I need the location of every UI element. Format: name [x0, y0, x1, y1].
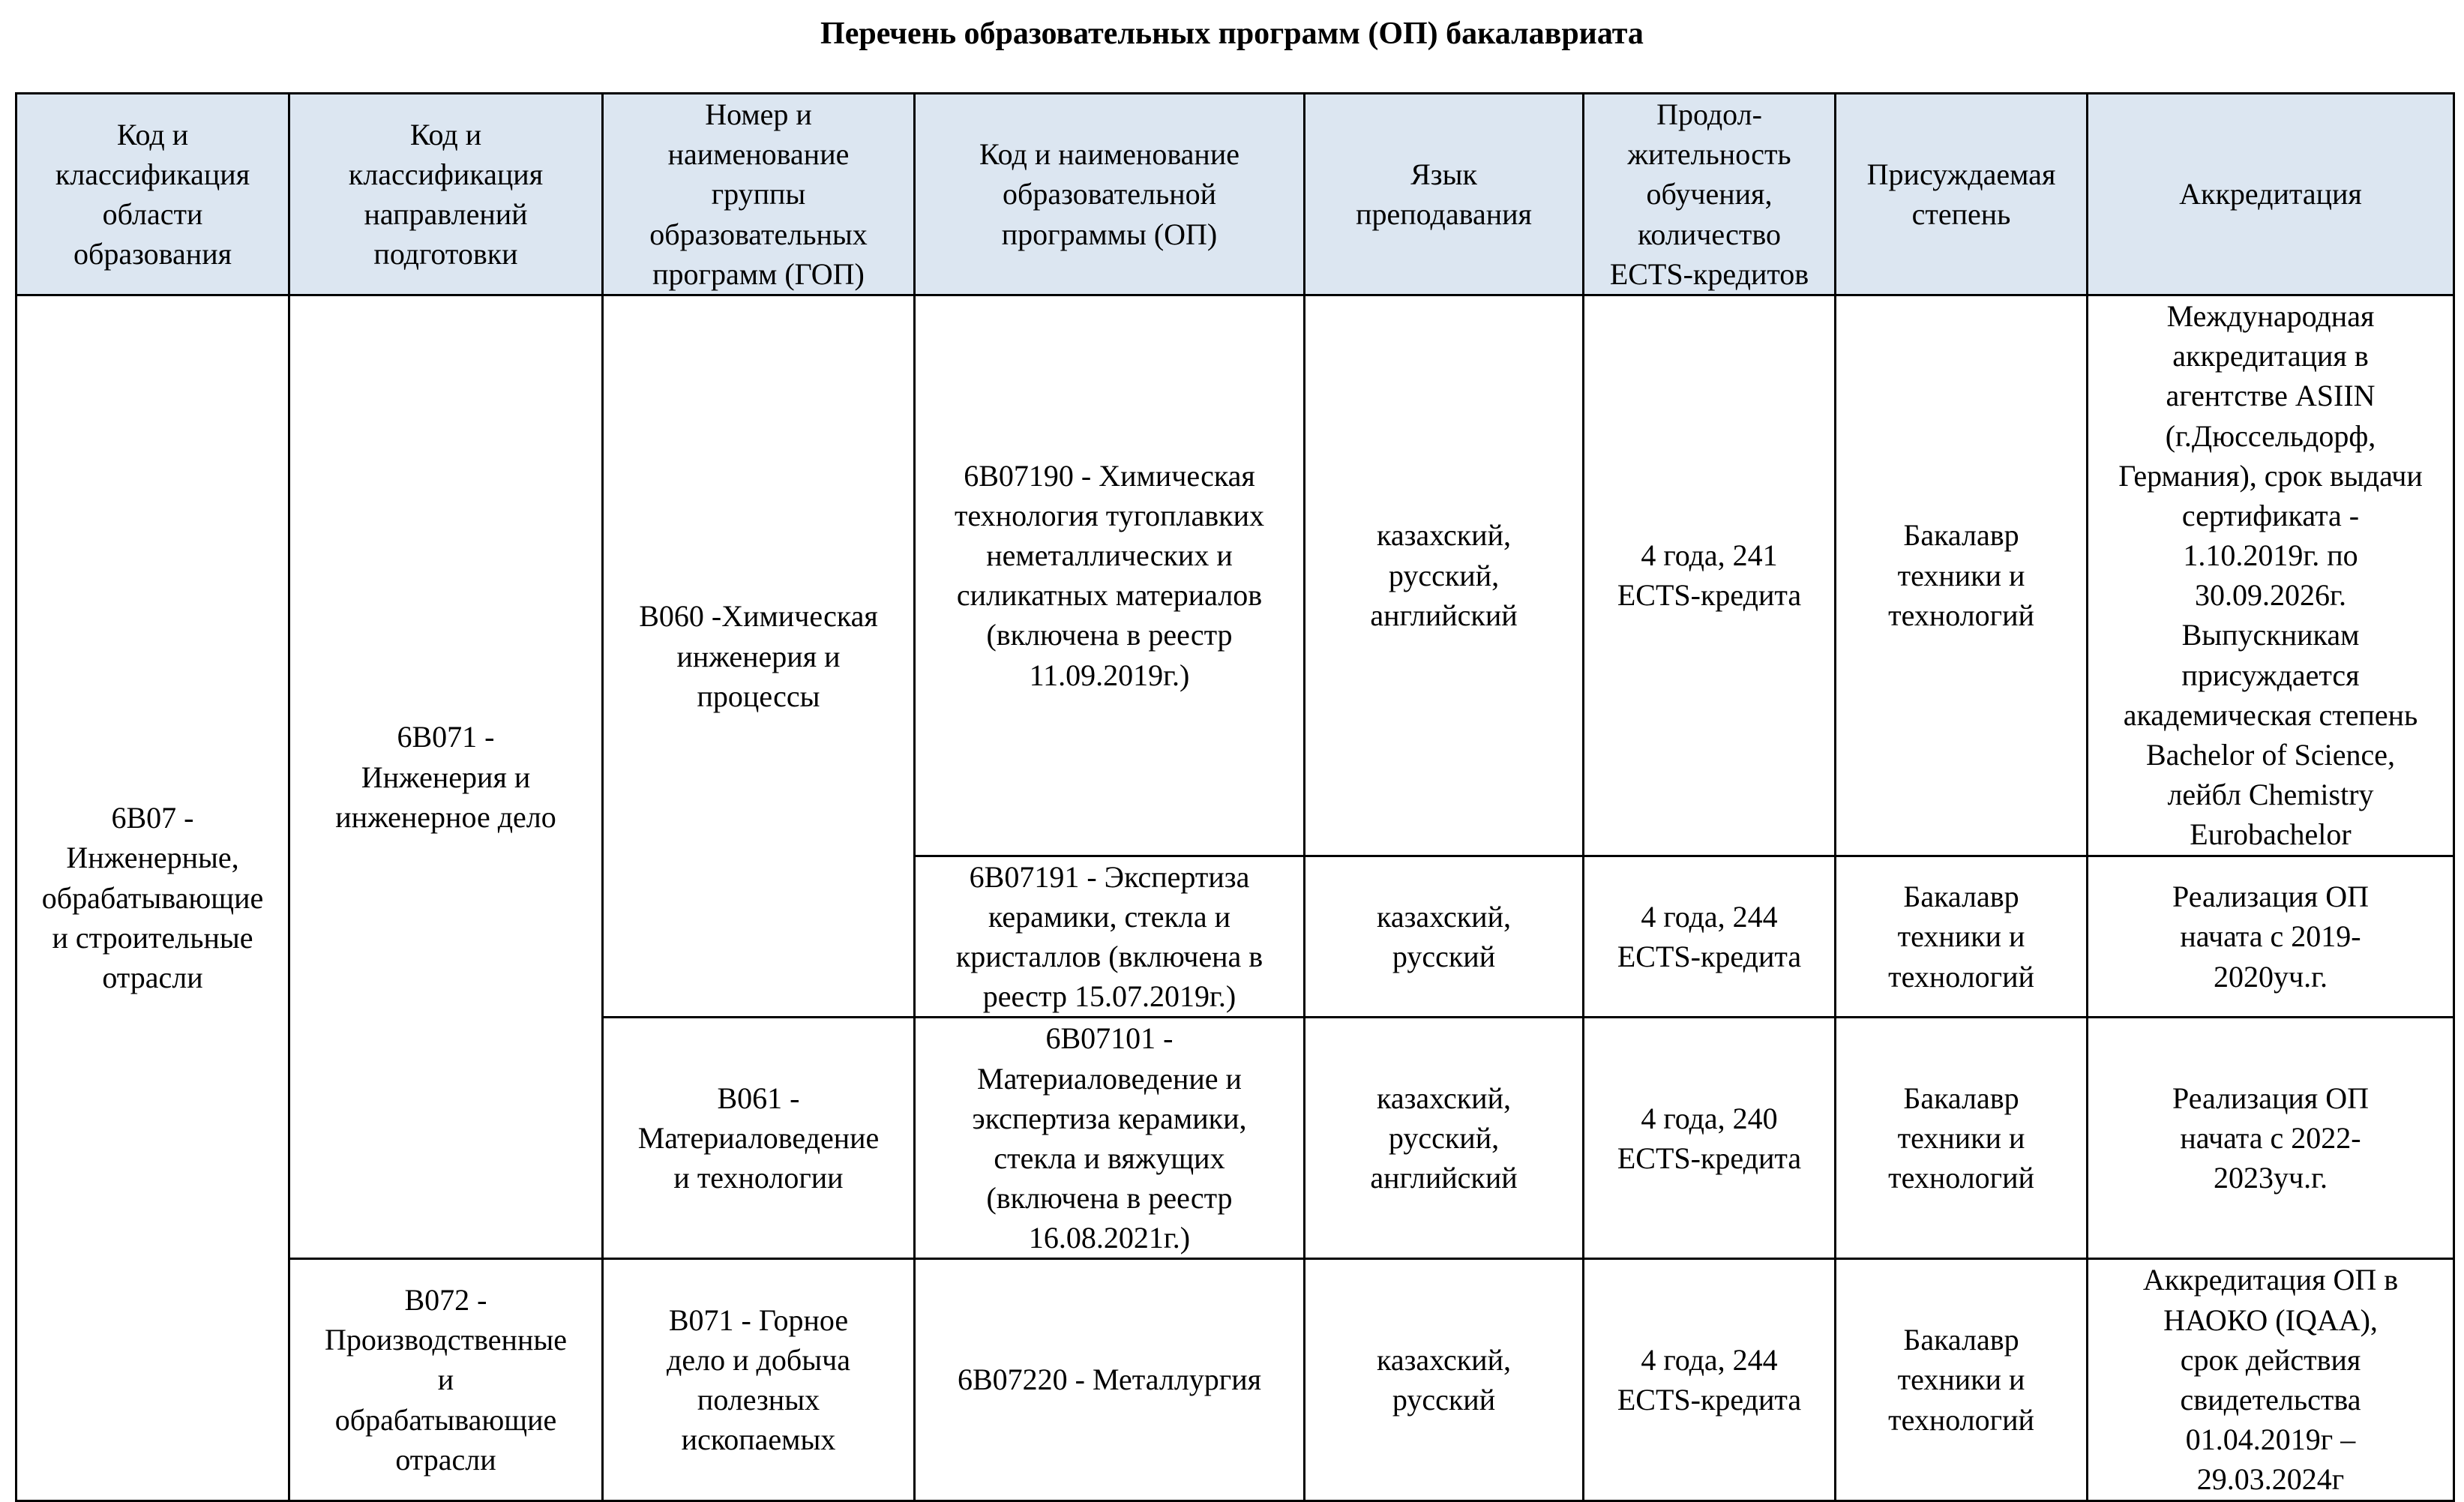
accreditation-cell: Международная аккредитация в агентстве ASIIN (г.Дюссельдорф, Германия), срок выдачи сертификата - 1.10.2019г. по 30.09.2026г. Выпускникам присуждается академическая степень Bachelor of Science, лейбл Chemistry Eurobachelor — [2088, 295, 2454, 856]
column-header-program: Код и наименование образовательной программы (ОП) — [915, 94, 1305, 295]
language-cell: казахский, русский, английский — [1305, 295, 1584, 856]
degree-cell: Бакалавр техники и технологий — [1836, 295, 2088, 856]
accreditation-cell: Реализация ОП начата с 2019- 2020уч.г. — [2088, 856, 2454, 1018]
duration-cell: 4 года, 241 ECTS-кредита — [1584, 295, 1836, 856]
duration-cell: 4 года, 244 ECTS-кредита — [1584, 1259, 1836, 1501]
field-cell: 6В07 - Инженерные, обрабатывающие и строительные отрасли — [16, 295, 289, 1501]
duration-cell: 4 года, 240 ECTS-кредита — [1584, 1018, 1836, 1259]
direction-cell: 6В071 - Инженерия и инженерное дело — [289, 295, 603, 1259]
degree-cell: Бакалавр техники и технологий — [1836, 1018, 2088, 1259]
programs-table — [15, 92, 2455, 1502]
group-cell: В060 -Химическая инженерия и процессы — [603, 295, 915, 1017]
column-header-group: Номер и наименование группы образовательных программ (ГОП) — [603, 94, 915, 295]
column-header-field: Код и классификация области образования — [16, 94, 289, 295]
header-row — [16, 94, 2454, 295]
document-title: Перечень образовательных программ (ОП) бакалавриата — [820, 16, 1644, 51]
column-header-duration: Продол- жительность обучения, количество ECTS-кредитов — [1584, 94, 1836, 295]
language-cell: казахский, русский, английский — [1305, 1018, 1584, 1259]
program-cell: 6В07101 - Материаловедение и экспертиза керамики, стекла и вяжущих (включена в реестр 16.08.2021г.) — [915, 1018, 1305, 1259]
duration-cell: 4 года, 244 ECTS-кредита — [1584, 856, 1836, 1018]
table-row — [16, 1259, 2454, 1501]
accreditation-cell: Реализация ОП начата с 2022- 2023уч.г. — [2088, 1018, 2454, 1259]
group-cell: В071 - Горное дело и добыча полезных ископаемых — [603, 1259, 915, 1501]
column-header-language: Язык преподавания — [1305, 94, 1584, 295]
column-header-degree: Присуждаемая степень — [1836, 94, 2088, 295]
column-header-direction: Код и классификация направлений подготовки — [289, 94, 603, 295]
table-row — [16, 295, 2454, 856]
degree-cell: Бакалавр техники и технологий — [1836, 856, 2088, 1018]
accreditation-cell: Аккредитация ОП в НАОКО (IQAA), срок действия свидетельства 01.04.2019г – 29.03.2024г — [2088, 1259, 2454, 1501]
language-cell: казахский, русский — [1305, 856, 1584, 1018]
column-header-accreditation: Аккредитация — [2088, 94, 2454, 295]
degree-cell: Бакалавр техники и технологий — [1836, 1259, 2088, 1501]
language-cell: казахский, русский — [1305, 1259, 1584, 1501]
program-cell: 6В07191 - Экспертиза керамики, стекла и кристаллов (включена в реестр 15.07.2019г.) — [915, 856, 1305, 1018]
program-cell: 6В07190 - Химическая технология тугоплавких неметаллических и силикатных материалов (включена в реестр 11.09.2019г.) — [915, 295, 1305, 856]
program-cell: 6В07220 - Металлургия — [915, 1259, 1305, 1501]
direction-cell: В072 - Производственные и обрабатывающие отрасли — [289, 1259, 603, 1501]
group-cell: В061 - Материаловедение и технологии — [603, 1018, 915, 1259]
